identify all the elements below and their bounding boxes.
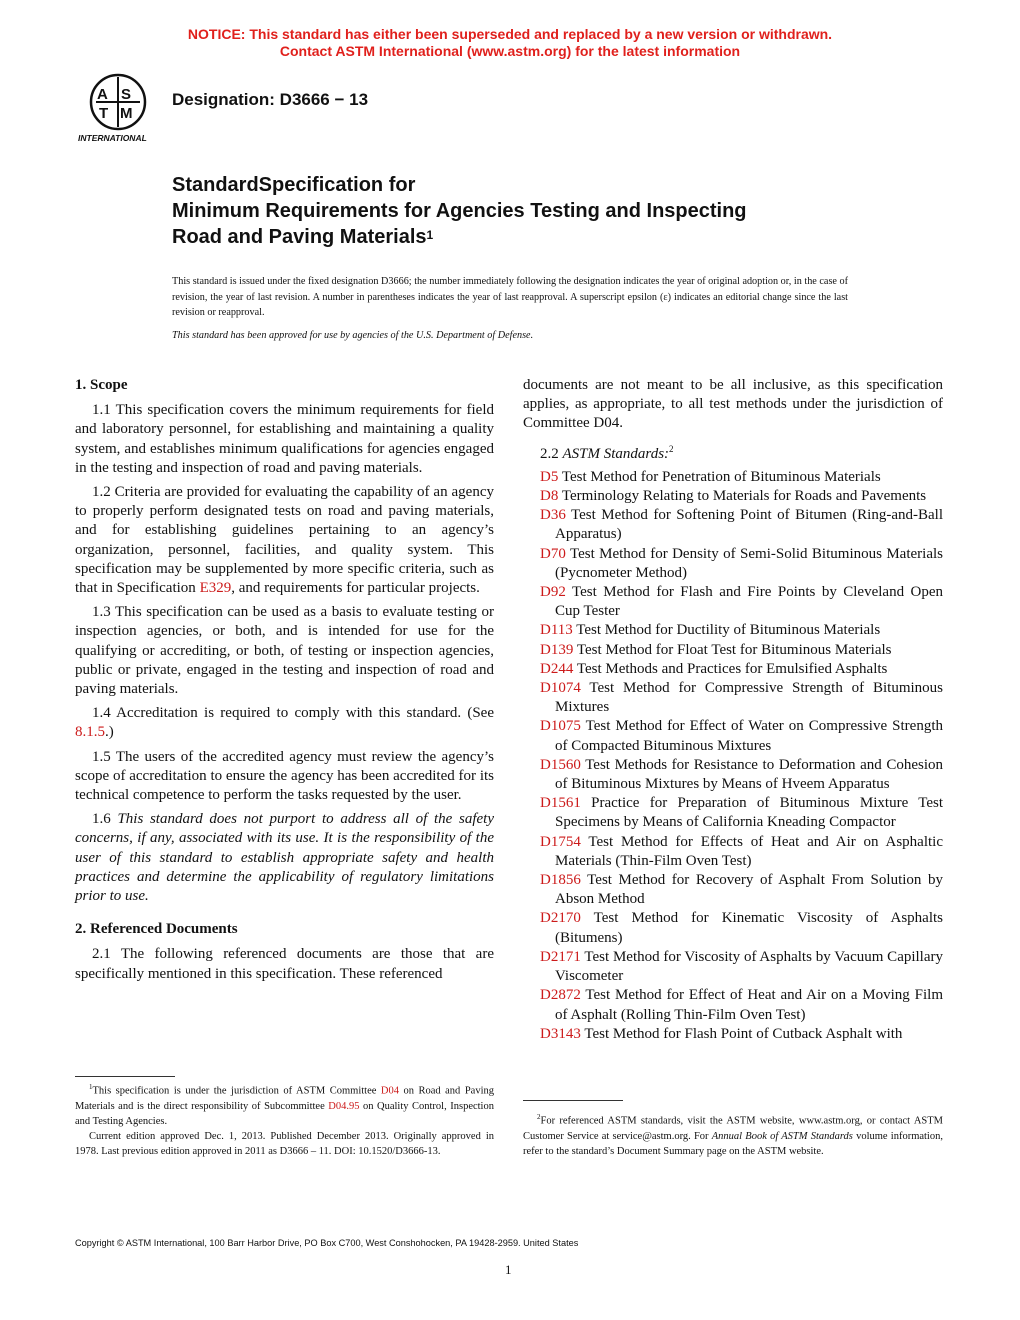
standard-code-link[interactable]: D1856 [540,872,581,889]
standard-entry [523,660,943,679]
svg-text:A: A [97,86,108,103]
notice-line-1: NOTICE: This standard has either been superseded and replaced by a new version or withdrawn. [187,26,833,42]
standard-entry [523,487,943,506]
link-e329[interactable]: E329 [199,580,232,597]
footnote-divider-left [75,1076,175,1077]
standard-entry [523,833,943,871]
paragraph-2-1-continued: documents are not meant to be all inclusive, as this specification applies, as appropriate, to all test methods under the jurisdiction of Committee D04. [523,377,943,432]
document-title [172,172,872,250]
standard-code-link[interactable]: D8 [540,488,559,505]
footnote-2: $^2$For referenced ASTM standards, visit the ASTM website, www.astm.org, or contact ASTM Customer Service at service@astm.org. For Annual Book of ASTM Standards volume information, refer to the standard’s Document Summary page on the ASTM website. [523,1113,943,1157]
edition-note: Current edition approved Dec. 1, 2013. Published December 2013. Originally approved in 1978. Last previous edition approved in 2011 as D3666 – 11. DOI: 10.1520/D3666-13. [75,1130,494,1157]
page-number: 1 [505,1262,512,1277]
standard-entry [523,583,943,621]
standard-title: Test Method for Viscosity of Asphalts by Vacuum Capillary Viscometer [555,948,944,985]
paragraph-1-2: 1.2 Criteria are provided for evaluating the capability of an agency to properly perform designated tests on road and paving materials, and for establishing guidelines pertaining to an agency’s organization, personnel, facilities, and quality system. This specification may be supplemented by more specific criteria, such as that in Specification E329, and requirements for particular projects. [75,484,494,597]
standard-title: Test Method for Penetration of Bituminous Materials [561,468,881,485]
standard-code-link[interactable]: D92 [540,584,566,601]
standard-code-link[interactable]: D2171 [540,948,581,965]
scope-heading: 1. Scope [75,377,128,393]
standard-entry [523,1025,943,1044]
standard-entry [523,909,943,947]
standard-title: Test Method for Effect of Water on Compressive Strength of Compacted Bituminous Mixtures [555,718,943,754]
astm-standards-list [523,468,943,1044]
svg-text:T: T [99,105,109,122]
notice-line-2: Contact ASTM International (www.astm.org) for the latest information [279,43,741,59]
standard-entry [523,679,943,717]
standard-title: Test Method for Flash Point of Cutback Asphalt with [584,1025,903,1042]
standard-code-link[interactable]: D113 [540,622,573,639]
standard-entry [523,621,943,640]
link-section-8-1-5[interactable]: 8.1.5 [75,724,105,741]
footnote-1: $^1$This specification is under the jurisdiction of ASTM Committee D04 on Road and Paving Materials and is the direct responsibility of Subcommittee D04.95 on Quality Control, Inspection and Testing Agencies. Current edition approved Dec. 1, 2013. Published December 2013. Originally approved in 1978. Last previous edition approved in 2011 as D3666 – 11. DOI: 10.1520/D3666-13. [75,1083,494,1157]
astm-standards-subheading: 2.2 ASTM Standards:$^2$ [540,443,674,462]
paragraph-1-3: 1.3 This specification can be used as a basis to evaluate testing or inspection agencies, or both, and is intended for use for the qualifying or accrediting, or both, of testing or inspection agencies, public or private, engaged in the testing and inspection of road and paving materials. [75,604,494,698]
standard-entry [523,794,943,832]
right-column [523,376,943,1044]
title-line-2: Minimum Requirements for Agencies Testing and Inspecting [172,200,747,222]
standard-code-link[interactable]: D2872 [540,987,581,1004]
title-line-1: StandardSpecification for [172,174,416,196]
standard-title: Test Methods and Practices for Emulsified Asphalts [576,660,888,677]
referenced-documents-heading: 2. Referenced Documents [75,921,238,938]
supersession-notice [0,26,1020,60]
standard-code-link[interactable]: D1560 [540,756,581,773]
title-line-3: Road and Paving Materials [172,226,427,248]
standard-entry [523,506,943,544]
link-committee-d04[interactable]: D04 [380,1085,399,1097]
standard-title: Test Method for Softening Point of Bitumen (Ring-and-Ball Apparatus) [555,507,943,543]
standard-entry [523,468,943,487]
footnote-divider-right [523,1100,623,1101]
paragraph-2-1: 2.1 The following referenced documents are those that are specifically mentioned in this specification. These referenced [75,946,494,982]
standard-title: Test Method for Effects of Heat and Air on Asphaltic Materials (Thin-Film Oven Test) [555,833,943,869]
title-footnote-mark: 1 [426,228,434,242]
paragraph-1-5: 1.5 The users of the accredited agency must review the agency’s scope of accreditation to ensure the agency has been accredited for its technical competence to perform the tasks requested by the user. [75,748,494,804]
standard-title: Test Method for Effect of Heat and Air on a Moving Film of Asphalt (Rolling Thin-Film Oven Test) [555,987,943,1023]
issue-note: This standard is issued under the fixed designation D3666; the number immediately following the designation indicates the year of original adoption or, in the case of revision, the year of last revision. A number in parentheses indicates the year of last reapproval. A superscript epsilon (ε) indicates an editorial change since the last revision or reapproval. [172,276,848,319]
standard-code-link[interactable]: D5 [540,468,559,485]
standard-entry [523,871,943,909]
standard-code-link[interactable]: D1754 [540,833,581,850]
svg-text:S: S [121,86,132,103]
standard-title: Test Method for Compressive Strength of Bituminous Mixtures [555,680,943,716]
svg-text:M: M [120,105,133,122]
dod-approval-note: This standard has been approved for use by agencies of the U.S. Department of Defense. [172,330,534,341]
standard-entry [523,986,943,1024]
standard-code-link[interactable]: D1074 [540,680,581,697]
standard-code-link[interactable]: D70 [540,545,566,562]
paragraph-1-1: 1.1 This specification covers the minimum requirements for field and laboratory personnel, for establishing and maintaining a quality system, and establishes minimum qualifications for agencies engaged in the testing and inspection of road and paving materials. [75,402,494,476]
standard-code-link[interactable]: D2170 [540,910,581,927]
designation: Designation: D3666 − 13 [172,90,369,109]
left-column [75,376,494,989]
standard-title: Test Method for Ductility of Bituminous Materials [576,622,881,639]
standard-code-link[interactable]: D244 [540,660,574,677]
standard-title: Test Method for Float Test for Bituminous Materials [576,641,892,658]
standard-code-link[interactable]: D36 [540,507,566,524]
astm-logo-icon [74,72,166,148]
standard-code-link[interactable]: D139 [540,641,574,658]
standard-code-link[interactable]: D1561 [540,795,581,812]
standard-code-link[interactable]: D3143 [540,1025,581,1042]
standard-title: Test Methods for Resistance to Deformation and Cohesion of Bituminous Mixtures by Means of Hveem Apparatus [555,756,943,793]
standard-entry [523,717,943,755]
copyright-line: Copyright © ASTM International, 100 Barr Harbor Drive, PO Box C700, West Conshohocken, PA 19428-2959. United States [75,1238,579,1248]
paragraph-1-6: 1.6 This standard does not purport to address all of the safety concerns, if any, associated with its use. It is the responsibility of the user of this standard to establish appropriate safety and health practices and determine the applicability of regulatory limitations prior to use. [75,811,495,905]
standard-entry [523,756,943,794]
standard-title: Test Method for Flash and Fire Points by Cleveland Open Cup Tester [555,584,943,620]
standard-title: Practice for Preparation of Bituminous Mixture Test Specimens by Means of California Kneading Compactor [555,795,944,831]
astm-logo [74,72,166,148]
standard-entry [523,641,943,660]
standard-title: Test Method for Density of Semi-Solid Bituminous Materials (Pycnometer Method) [555,545,943,581]
standard-entry [523,948,943,986]
standard-title: Test Method for Kinematic Viscosity of Asphalts (Bitumens) [555,910,943,946]
standard-title: Test Method for Recovery of Asphalt From Solution by Abson Method [555,872,943,908]
paragraph-1-4: 1.4 Accreditation is required to comply with this standard. (See 8.1.5.) [75,705,494,741]
standard-title: Terminology Relating to Materials for Roads and Pavements [561,488,927,505]
logo-org-text: INTERNATIONAL [78,133,147,143]
standard-code-link[interactable]: D1075 [540,718,581,735]
standard-entry [523,545,943,583]
link-subcommittee-d04-95[interactable]: D04.95 [328,1100,360,1112]
